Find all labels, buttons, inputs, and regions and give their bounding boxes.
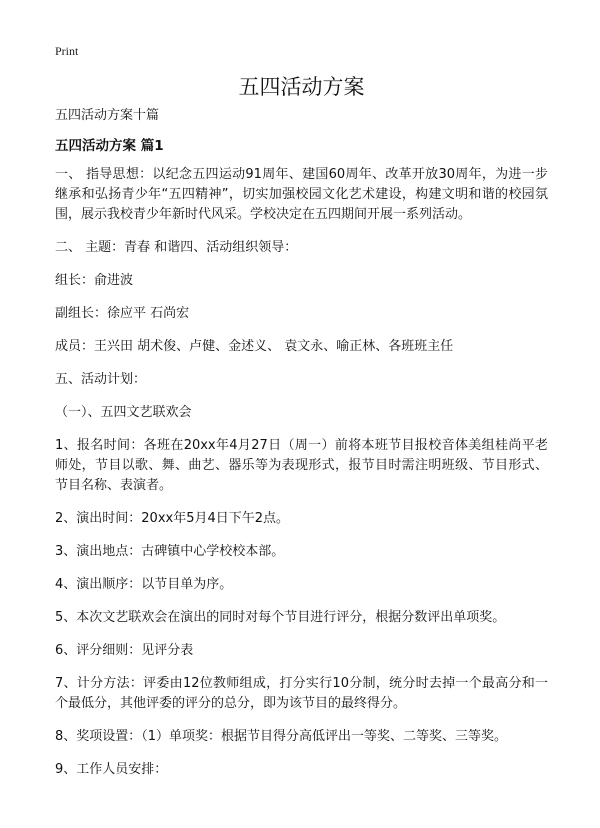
paragraph-members: 成员：王兴田 胡术俊、卢健、金述义、 袁文永、喻正林、各班班主任 — [55, 339, 454, 354]
document-title: 五四活动方案 — [238, 75, 365, 99]
section-title: 五四活动方案 篇1 — [55, 138, 164, 154]
paragraph-staff: 9、工作人员安排： — [55, 762, 168, 777]
paragraph-theme: 二、 主题：青春 和谐四、活动组织领导： — [55, 240, 298, 255]
paragraph-guiding-ideology: 一、 指导思想：以纪念五四运动91周年、建国60周年、改革开放30周年，为进一步继承和弘扬青少年“五四精神”，切实加强校园文化艺术建设，构建文明和谐的校园氛围，展示我校青少年新时代风采。学校决定在五四期间开展一系列活动。 — [55, 167, 548, 222]
paragraph-scoring-rules: 6、评分细则：见评分表 — [55, 643, 194, 658]
paragraph-deputy-leader: 副组长：徐应平 石尚宏 — [55, 306, 190, 321]
print-link[interactable]: Print — [55, 44, 79, 58]
paragraph-registration: 1、报名时间：各班在20xx年4月27日（周一）前将本班节目报校音体美组桂尚平老师处，节目以歌、舞、曲艺、器乐等为表现形式，报节目时需注明班级、节目形式、节目名称、表演者。 — [55, 438, 548, 493]
paragraph-activity-plan: 五、活动计划： — [55, 372, 147, 387]
paragraph-group-leader: 组长：俞进波 — [55, 273, 134, 288]
paragraph-gala-heading: （一）、五四文艺联欢会 — [55, 405, 192, 420]
paragraph-scoring-method: 7、计分方法：评委由12位教师组成，打分实行10分制，统分时去掉一个最高分和一个最低分，其他评委的评分的总分，即为该节目的最终得分。 — [55, 676, 548, 711]
paragraph-show-order: 4、演出顺序：以节目单为序。 — [55, 577, 233, 592]
document-subtitle: 五四活动方案十篇 — [55, 108, 160, 123]
paragraph-show-time: 2、演出时间：20xx年5月4日下午2点。 — [55, 511, 290, 526]
paragraph-scoring: 5、本次文艺联欢会在演出的同时对每个节目进行评分，根据分数评出单项奖。 — [55, 610, 506, 625]
paragraph-awards: 8、奖项设置：（1）单项奖：根据节目得分高低评出一等奖、二等奖、三等奖。 — [55, 729, 508, 744]
paragraph-show-location: 3、演出地点：古碑镇中心学校校本部。 — [55, 544, 285, 559]
